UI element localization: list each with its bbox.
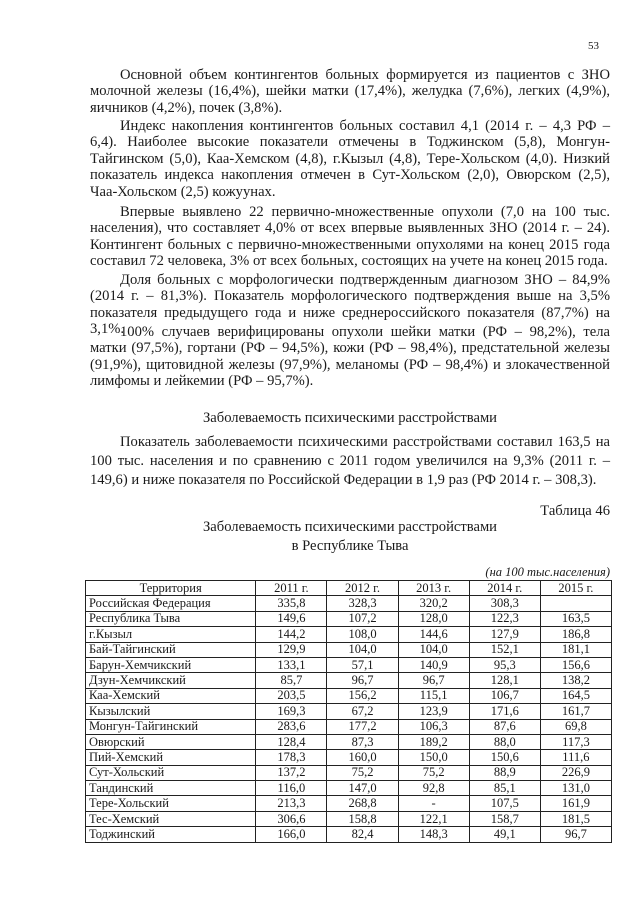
value-cell: 96,7: [540, 827, 611, 842]
header-year: 2014 г.: [469, 581, 540, 596]
header-year: 2013 г.: [398, 581, 469, 596]
value-cell: 75,2: [327, 765, 398, 780]
value-cell: 87,3: [327, 734, 398, 749]
table-row: [86, 673, 612, 688]
territory-cell: Пий-Хемский: [86, 750, 256, 765]
territory-cell: Республика Тыва: [86, 611, 256, 626]
value-cell: 115,1: [398, 688, 469, 703]
value-cell: 128,4: [256, 734, 327, 749]
value-cell: 111,6: [540, 750, 611, 765]
header-territory: Территория: [86, 581, 256, 596]
value-cell: 213,3: [256, 796, 327, 811]
table-row: [86, 750, 612, 765]
value-cell: 85,7: [256, 673, 327, 688]
value-cell: 203,5: [256, 688, 327, 703]
table-row: [86, 734, 612, 749]
table-title: Заболеваемость психическими расстройствами: [202, 519, 497, 535]
value-cell: 49,1: [469, 827, 540, 842]
morbidity-table: [85, 580, 612, 843]
header-year: 2012 г.: [327, 581, 398, 596]
value-cell: 177,2: [327, 719, 398, 734]
territory-cell: Каа-Хемский: [86, 688, 256, 703]
page-number: 53: [588, 40, 599, 52]
value-cell: 106,3: [398, 719, 469, 734]
value-cell: 158,8: [327, 811, 398, 826]
value-cell: 328,3: [327, 596, 398, 611]
paragraph-multiple-tumors: Впервые выявлено 22 первично-множественные опухоли (7,0 на 100 тыс. населения), что составляет 4,0% от всех впервые выявленных ЗНО (2014 г. – 24). Контингент больных с первично-множественными опухолями на конец 2015 года составил 72 человека, 3% от всех больных, состоящих на учете на конец 2015 года.: [90, 204, 610, 270]
value-cell: 226,9: [540, 765, 611, 780]
territory-cell: Овюрский: [86, 734, 256, 749]
territory-cell: Российская Федерация: [86, 596, 256, 611]
territory-cell: Тере-Хольский: [86, 796, 256, 811]
value-cell: 67,2: [327, 704, 398, 719]
table-unit: (на 100 тыс.населения): [485, 565, 610, 579]
value-cell: 95,3: [469, 657, 540, 672]
paragraph-mental-disorders: Показатель заболеваемости психическими расстройствами составил 163,5 на 100 тыс. населения и по сравнению с 2011 годом увеличился на 9,3% (2011 г. – 149,6) и ниже показателя по Российской Федерации в 1,9 раз (РФ 2014 г. – 308,3).: [90, 434, 610, 488]
value-cell: 171,6: [469, 704, 540, 719]
value-cell: 144,6: [398, 627, 469, 642]
table-row: [86, 611, 612, 626]
territory-cell: Тес-Хемский: [86, 811, 256, 826]
table-row: [86, 811, 612, 826]
table-row: [86, 765, 612, 780]
value-cell: 133,1: [256, 657, 327, 672]
paragraph-verification: 100% случаев верифицированы опухоли шейки матки (РФ – 98,2%), тела матки (97,5%), гортани (РФ – 94,5%), кожи (РФ – 98,4%), предстательной железы (91,9%), щитовидной железы (97,9%), меланомы (РФ – 98,4%) и злокачественной лимфомы и лейкемии (РФ – 95,7%).: [90, 324, 610, 390]
value-cell: 127,9: [469, 627, 540, 642]
value-cell: 88,0: [469, 734, 540, 749]
value-cell: 320,2: [398, 596, 469, 611]
header-year: 2015 г.: [540, 581, 611, 596]
value-cell: 158,7: [469, 811, 540, 826]
value-cell: 164,5: [540, 688, 611, 703]
value-cell: 129,9: [256, 642, 327, 657]
table-row: [86, 704, 612, 719]
value-cell: 107,5: [469, 796, 540, 811]
territory-cell: Тоджинский: [86, 827, 256, 842]
territory-cell: Тандинский: [86, 781, 256, 796]
value-cell: 160,0: [327, 750, 398, 765]
value-cell: -: [398, 796, 469, 811]
value-cell: 108,0: [327, 627, 398, 642]
value-cell: 149,6: [256, 611, 327, 626]
territory-cell: Сут-Хольский: [86, 765, 256, 780]
table-header-row: [86, 581, 612, 596]
table-row: [86, 642, 612, 657]
value-cell: 166,0: [256, 827, 327, 842]
value-cell: 178,3: [256, 750, 327, 765]
value-cell: 161,9: [540, 796, 611, 811]
value-cell: 306,6: [256, 811, 327, 826]
header-year: 2011 г.: [256, 581, 327, 596]
table-row: [86, 596, 612, 611]
value-cell: 88,9: [469, 765, 540, 780]
paragraph-contingent: Основной объем контингентов больных формируется из пациентов с ЗНО молочной железы (16,4%), шейки матки (17,4%), желудка (7,6%), легких (4,9%), яичников (4,2%), почек (3,8%).: [90, 67, 610, 116]
value-cell: 82,4: [327, 827, 398, 842]
section-heading: Заболеваемость психическими расстройствами: [202, 410, 497, 426]
value-cell: 92,8: [398, 781, 469, 796]
value-cell: 144,2: [256, 627, 327, 642]
table-row: [86, 781, 612, 796]
territory-cell: Кызылский: [86, 704, 256, 719]
table-row: [86, 657, 612, 672]
table-row: [86, 688, 612, 703]
value-cell: 96,7: [398, 673, 469, 688]
value-cell: 156,2: [327, 688, 398, 703]
value-cell: 268,8: [327, 796, 398, 811]
value-cell: 122,1: [398, 811, 469, 826]
value-cell: 128,1: [469, 673, 540, 688]
value-cell: 138,2: [540, 673, 611, 688]
value-cell: 57,1: [327, 657, 398, 672]
value-cell: 150,6: [469, 750, 540, 765]
value-cell: 85,1: [469, 781, 540, 796]
value-cell: 163,5: [540, 611, 611, 626]
value-cell: 96,7: [327, 673, 398, 688]
territory-cell: Дзун-Хемчикский: [86, 673, 256, 688]
value-cell: 186,8: [540, 627, 611, 642]
territory-cell: Барун-Хемчикский: [86, 657, 256, 672]
table-row: [86, 627, 612, 642]
value-cell: 148,3: [398, 827, 469, 842]
paragraph-accumulation-index: Индекс накопления контингентов больных составил 4,1 (2014 г. – 4,3 РФ – 6,4). Наиболее высокие показатели отмечены в Тоджинском (5,8), Монгун-Тайгинском (5,0), Каа-Хемском (4,8), г.Кызыл (4,8), Тере-Хольском (4,0). Низкий показатель индекса накопления отмечен в Сут-Хольском (2,0), Овюрском (2,5), Чаа-Хольском (2,5) кожуунах.: [90, 118, 610, 200]
value-cell: 104,0: [398, 642, 469, 657]
value-cell: 140,9: [398, 657, 469, 672]
value-cell: 131,0: [540, 781, 611, 796]
table-row: [86, 719, 612, 734]
value-cell: 181,5: [540, 811, 611, 826]
table-row: [86, 827, 612, 842]
value-cell: 69,8: [540, 719, 611, 734]
value-cell: [540, 596, 611, 611]
table-number: Таблица 46: [540, 503, 610, 519]
table-subtitle: в Республике Тыва: [291, 538, 409, 554]
value-cell: 106,7: [469, 688, 540, 703]
territory-cell: Монгун-Тайгинский: [86, 719, 256, 734]
value-cell: 283,6: [256, 719, 327, 734]
territory-cell: г.Кызыл: [86, 627, 256, 642]
value-cell: 169,3: [256, 704, 327, 719]
value-cell: 156,6: [540, 657, 611, 672]
table-row: [86, 796, 612, 811]
value-cell: 116,0: [256, 781, 327, 796]
value-cell: 335,8: [256, 596, 327, 611]
value-cell: 122,3: [469, 611, 540, 626]
value-cell: 308,3: [469, 596, 540, 611]
value-cell: 75,2: [398, 765, 469, 780]
value-cell: 152,1: [469, 642, 540, 657]
value-cell: 161,7: [540, 704, 611, 719]
territory-cell: Бай-Тайгинский: [86, 642, 256, 657]
value-cell: 128,0: [398, 611, 469, 626]
value-cell: 123,9: [398, 704, 469, 719]
value-cell: 117,3: [540, 734, 611, 749]
value-cell: 87,6: [469, 719, 540, 734]
paragraph-morphological-confirmation: Доля больных с морфологически подтвержденным диагнозом ЗНО – 84,9% (2014 г. – 81,3%). Показатель морфологического подтверждения выше на 3,5% показателя предыдущего года и ниже среднероссийского показателя (87,7%) на 3,1%.: [90, 272, 610, 338]
value-cell: 107,2: [327, 611, 398, 626]
value-cell: 104,0: [327, 642, 398, 657]
value-cell: 181,1: [540, 642, 611, 657]
value-cell: 189,2: [398, 734, 469, 749]
value-cell: 137,2: [256, 765, 327, 780]
value-cell: 150,0: [398, 750, 469, 765]
value-cell: 147,0: [327, 781, 398, 796]
